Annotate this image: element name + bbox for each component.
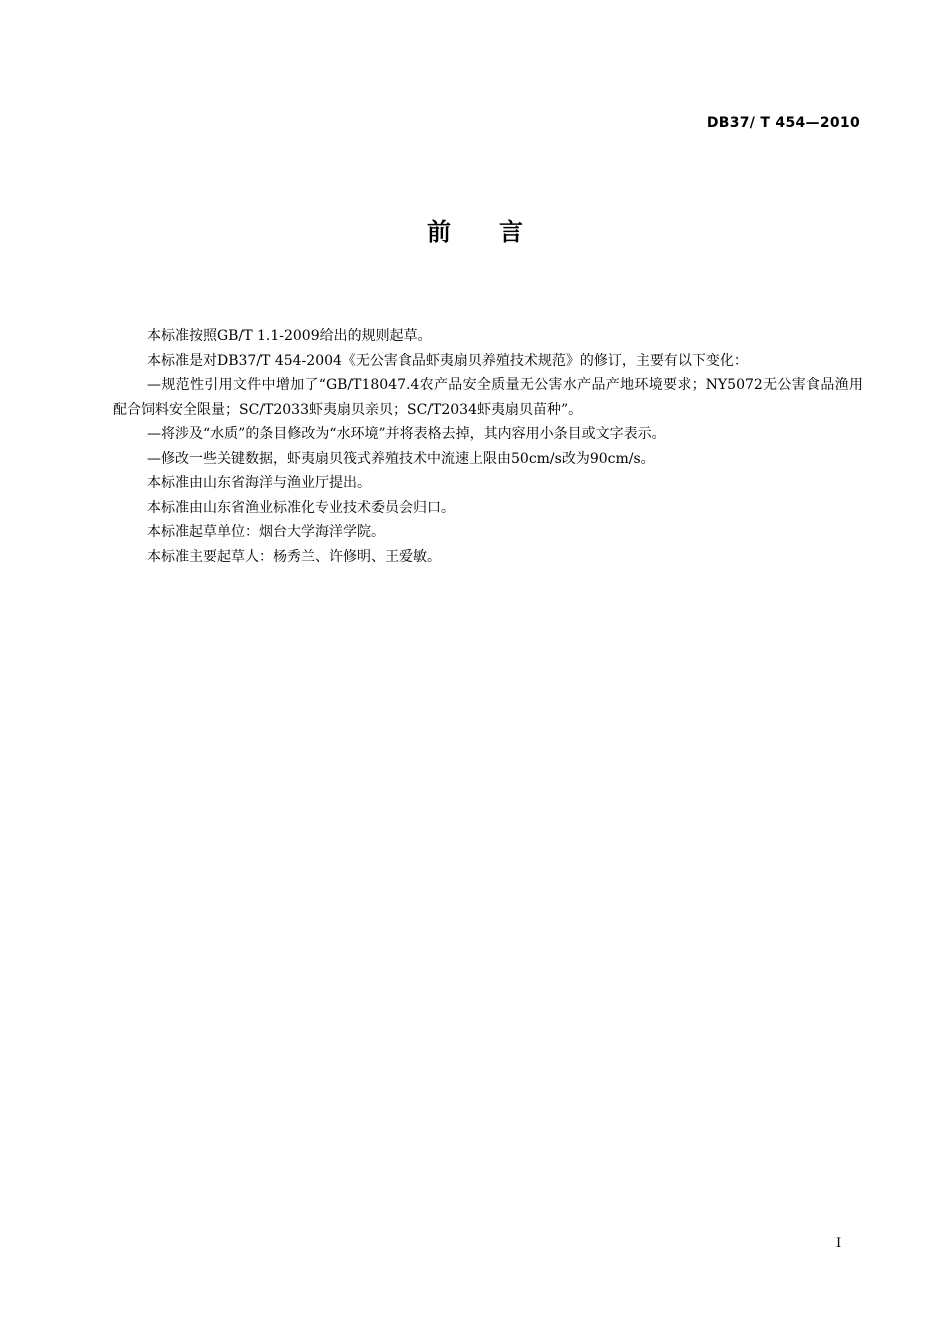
paragraph-change-water: —将涉及“水质”的条目修改为“水环境”并将表格去掉，其内容用小条目或文字表示。 (147, 426, 666, 442)
paragraph-drafting-rules: 本标准按照GB/T 1.1-2009给出的规则起草。 (147, 328, 432, 344)
paragraph-centralized: 本标准由山东省渔业标准化专业技术委员会归口。 (147, 499, 455, 516)
paragraph-drafters: 本标准主要起草人：杨秀兰、许修明、王爱敏。 (147, 548, 441, 565)
paragraph-revision-intro: 本标准是对DB37/T 454-2004《无公害食品虾夷扇贝养殖技术规范》的修订，主要有以下变化： (147, 352, 748, 369)
title-char-1: 前 (427, 218, 451, 246)
paragraph-change-references: —规范性引用文件中增加了“GB/T18047.4农产品安全质量无公害水产品产地环境要求；NY5072无公害食品渔用配合饲料安全限量；SC/T2033虾夷扇贝亲贝；SC/T2034虾夷扇贝苗种”。 (113, 377, 863, 418)
paragraph-proposer: 本标准由山东省海洋与渔业厅提出。 (147, 475, 371, 491)
foreword-body (113, 324, 863, 569)
page-title (0, 212, 950, 247)
paragraph-change-data: —修改一些关键数据，虾夷扇贝筏式养殖技术中流速上限由50cm/s改为90cm/s。 (147, 450, 655, 467)
standard-code: DB37/ T 454—2010 (706, 115, 860, 131)
title-char-2: 言 (499, 218, 523, 246)
page-number: I (836, 1236, 842, 1251)
paragraph-drafting-unit: 本标准起草单位：烟台大学海洋学院。 (147, 524, 385, 540)
